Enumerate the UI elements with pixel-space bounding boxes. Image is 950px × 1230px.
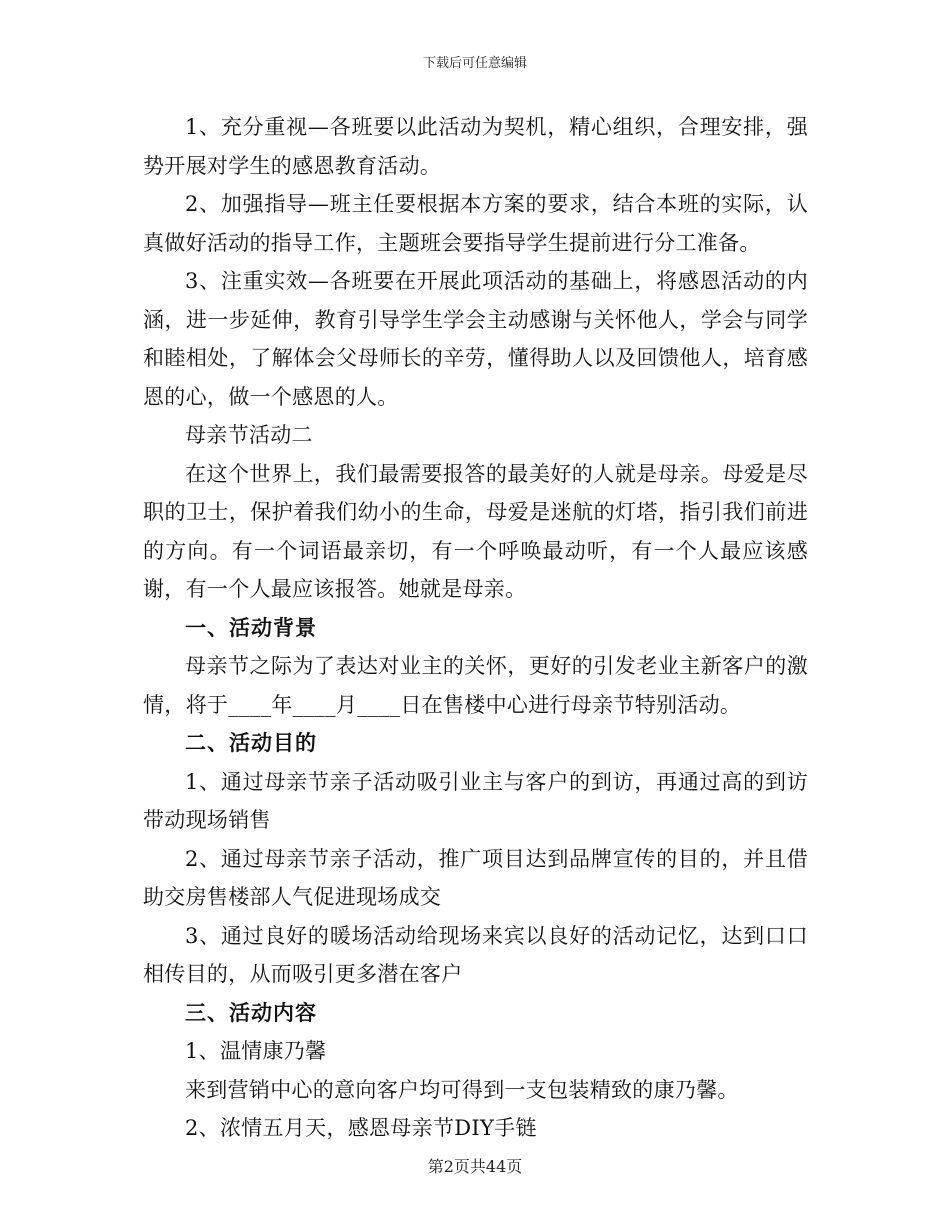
document-body (143, 108, 808, 1148)
section-heading: 一、活动背景 (185, 615, 317, 640)
section-subtitle: 母亲节活动二 (185, 423, 313, 447)
paragraph: 来到营销中心的意向客户均可得到一支包装精致的康乃馨。 (185, 1077, 739, 1102)
paragraph: 1、通过母亲节亲子活动吸引业主与客户的到访，再通过高的到访带动现场销售 (143, 769, 808, 832)
page-header: 下载后可任意编辑 (422, 56, 527, 71)
section-heading: 三、活动内容 (185, 1000, 317, 1025)
paragraph: 2、加强指导—班主任要根据本方案的要求，结合本班的实际，认真做好活动的指导工作，主题班会要指导学生提前进行分工准备。 (143, 192, 808, 255)
paragraph: 在这个世界上，我们最需要报答的最美好的人就是母亲。母爱是尽职的卫士，保护着我们幼小的生命，母爱是迷航的灯塔，指引我们前进的方向。有一个词语最亲切，有一个呼唤最动听，有一个人最应该感谢，有一个人最应该报答。她就是母亲。 (143, 461, 808, 601)
page-footer: 第2页共44页 (427, 1157, 523, 1176)
paragraph: 3、注重实效—各班要在开展此项活动的基础上，将感恩活动的内涵，进一步延伸，教育引导学生学会主动感谢与关怀他人，学会与同学和睦相处，了解体会父母师长的辛劳，懂得助人以及回馈他人，培育感恩的心，做一个感恩的人。 (143, 269, 808, 409)
section-heading: 二、活动目的 (185, 731, 317, 755)
paragraph: 1、温情康乃馨 (185, 1039, 327, 1063)
paragraph: 3、通过良好的暖场活动给现场来宾以良好的活动记忆，达到口口相传目的，从而吸引更多潜在客户 (143, 923, 808, 986)
paragraph: 2、浓情五月天，感恩母亲节DIY手链 (185, 1116, 537, 1140)
paragraph: 2、通过母亲节亲子活动，推广项目达到品牌宣传的目的，并且借助交房售楼部人气促进现场成交 (143, 846, 808, 909)
paragraph: 母亲节之际为了表达对业主的关怀，更好的引发老业主新客户的激情，将于____年____月____日在售楼中心进行母亲节特别活动。 (143, 654, 808, 717)
paragraph: 1、充分重视—各班要以此活动为契机，精心组织，合理安排，强势开展对学生的感恩教育活动。 (143, 115, 808, 178)
